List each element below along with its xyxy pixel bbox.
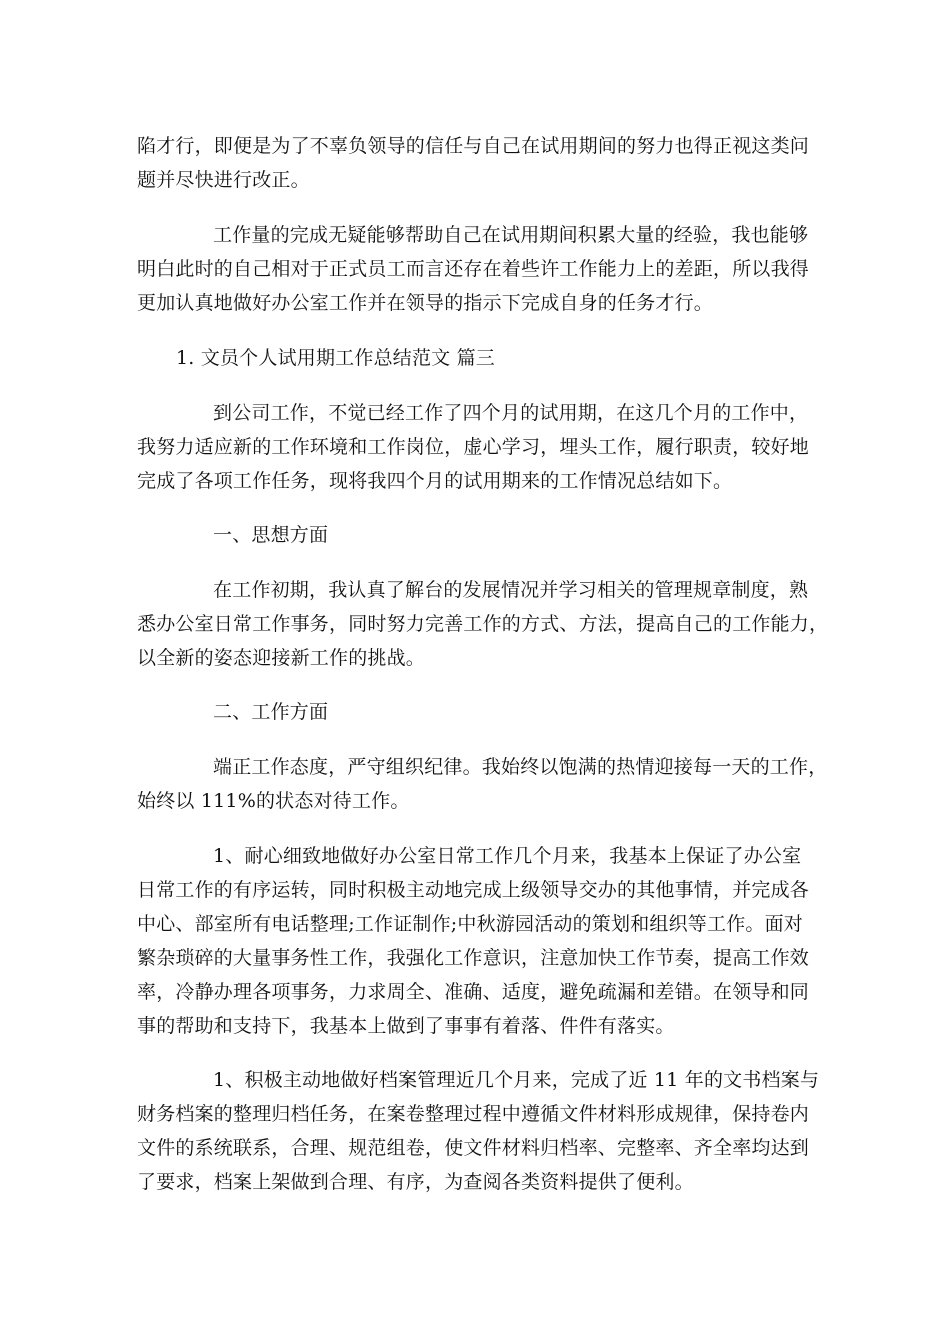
paragraph-line: 以全新的姿态迎接新工作的挑战。	[137, 647, 426, 669]
paragraph-line: 1、积极主动地做好档案管理近几个月来，完成了近 11 年的文书档案与	[213, 1069, 820, 1091]
paragraph-line: 了要求，档案上架做到合理、有序，为查阅各类资料提供了便利。	[137, 1171, 694, 1193]
paragraph-line: 到公司工作，不觉已经工作了四个月的试用期，在这几个月的工作中，	[213, 402, 809, 424]
paragraph-line: 日常工作的有序运转，同时积极主动地完成上级领导交办的其他事情，并完成各	[137, 879, 810, 901]
subsection-heading: 一、思想方面	[213, 524, 329, 546]
paragraph-line: 更加认真地做好办公室工作并在领导的指示下完成自身的任务才行。	[137, 292, 714, 314]
paragraph-line: 率，冷静办理各项事务，力求周全、准确、适度，避免疏漏和差错。在领导和同	[137, 981, 810, 1003]
paragraph-line: 始终以 111%的状态对待工作。	[137, 790, 410, 812]
paragraph-line: 完成了各项工作任务，现将我四个月的试用期来的工作情况总结如下。	[137, 470, 733, 492]
paragraph-line: 文件的系统联系，合理、规范组卷，使文件材料归档率、完整率、齐全率均达到	[137, 1137, 810, 1159]
paragraph-line: 事的帮助和支持下，我基本上做到了事事有着落、件件有落实。	[137, 1015, 675, 1037]
paragraph-line: 1、耐心细致地做好办公室日常工作几个月来，我基本上保证了办公室	[213, 845, 802, 867]
paragraph-line: 工作量的完成无疑能够帮助自己在试用期间积累大量的经验，我也能够	[213, 224, 809, 246]
paragraph-line: 明白此时的自己相对于正式员工而言还存在着些许工作能力上的差距，所以我得	[137, 258, 810, 280]
paragraph-line: 陷才行，即便是为了不辜负领导的信任与自己在试用期间的努力也得正视这类问	[137, 135, 810, 157]
paragraph-line: 繁杂琐碎的大量事务性工作，我强化工作意识，注意加快工作节奏，提高工作效	[137, 947, 810, 969]
paragraph-line: 悉办公室日常工作事务，同时努力完善工作的方式、方法，提高自己的工作能力，	[137, 613, 829, 635]
paragraph-line: 端正工作态度，严守组织纪律。我始终以饱满的热情迎接每一天的工作，	[213, 756, 828, 778]
paragraph-line: 我努力适应新的工作环境和工作岗位，虚心学习，埋头工作，履行职责，较好地	[137, 436, 810, 458]
section-heading: 1. 文员个人试用期工作总结范文 篇三	[176, 347, 496, 369]
subsection-heading: 二、工作方面	[213, 701, 329, 723]
paragraph-line: 题并尽快进行改正。	[137, 169, 310, 191]
paragraph-line: 在工作初期，我认真了解台的发展情况并学习相关的管理规章制度，熟	[213, 579, 809, 601]
paragraph-line: 中心、部室所有电话整理;工作证制作;中秋游园活动的策划和组织等工作。面对	[137, 913, 804, 935]
paragraph-line: 财务档案的整理归档任务，在案卷整理过程中遵循文件材料形成规律，保持卷内	[137, 1103, 810, 1125]
